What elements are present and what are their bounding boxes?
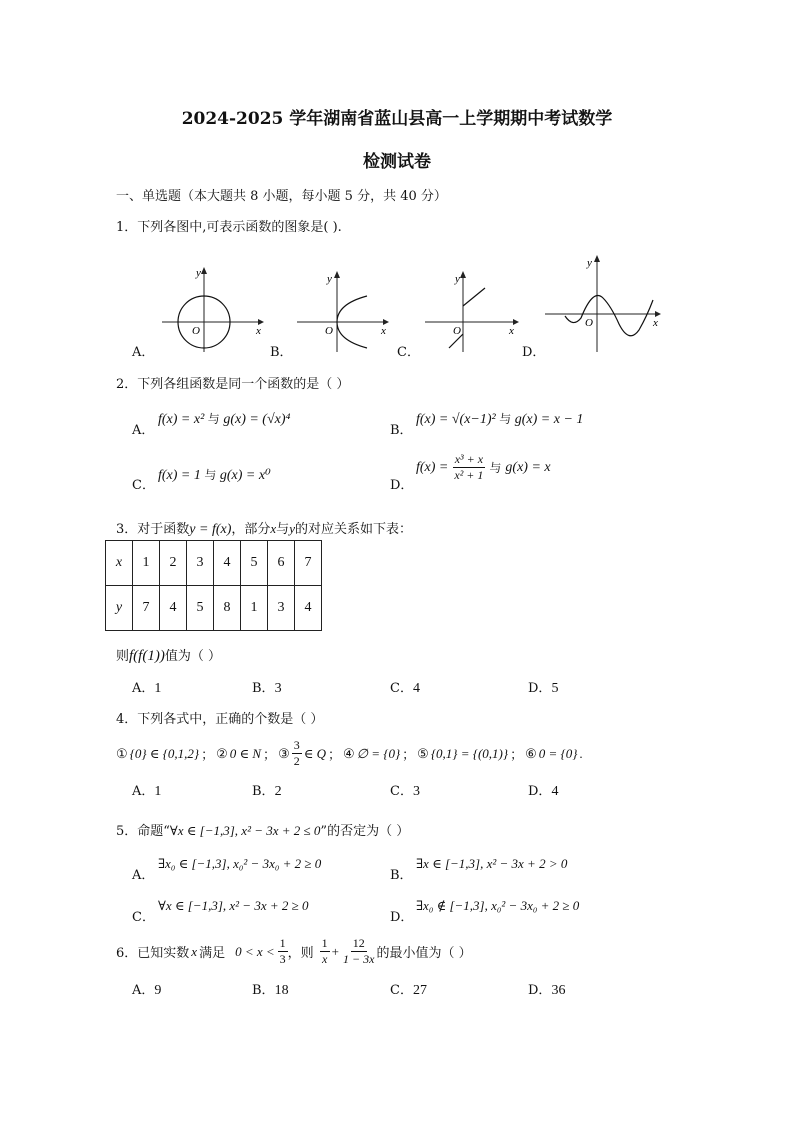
q3c-label: C． bbox=[390, 681, 413, 696]
q6a-value: 9 bbox=[154, 983, 162, 998]
q4-item5-sep: ； bbox=[510, 747, 524, 762]
q4-item5-num: ⑤ bbox=[417, 745, 429, 761]
table-cell: x bbox=[106, 541, 133, 586]
q1c-x-label: x bbox=[509, 325, 514, 337]
section-heading: 一、单选题（本大题共 8 小题，每小题 5 分，共 40 分） bbox=[116, 189, 447, 204]
q6-option-d bbox=[528, 979, 565, 999]
q2b-mid: 与 bbox=[499, 412, 512, 426]
q3c-value: 4 bbox=[412, 681, 420, 696]
q2d-g: g(x) = x bbox=[505, 459, 551, 475]
q3-then bbox=[116, 645, 221, 665]
q5-option-c-label: C． bbox=[132, 910, 155, 925]
table-cell: 7 bbox=[295, 541, 322, 586]
q3d-value: 5 bbox=[551, 681, 559, 696]
q3a-label: A． bbox=[132, 681, 155, 696]
q1d-origin-label: O bbox=[585, 317, 593, 329]
q4d-value: 4 bbox=[551, 784, 559, 799]
q4-item6-sep: . bbox=[579, 745, 583, 761]
q1-graph-b bbox=[293, 268, 393, 354]
q1-option-c: C． bbox=[397, 345, 420, 360]
q5-option-d: ∃x₀ ∉ [−1,3], x₀² − 3x₀ + 2 ≥ 0 bbox=[416, 898, 580, 913]
q4-item2-num: ② bbox=[216, 745, 228, 761]
q4-item4-sep: ； bbox=[402, 747, 416, 762]
q6a-label: A． bbox=[132, 983, 155, 998]
q1c-y-label: y bbox=[455, 273, 460, 285]
table-cell: 3 bbox=[187, 541, 214, 586]
q2-stem: 2．下列各组函数是同一个函数的是（ ） bbox=[116, 377, 350, 392]
q3-option-c bbox=[390, 677, 420, 697]
q6-stem-d: 的最小值为（ ） bbox=[376, 946, 472, 961]
q6-cond-den: 3 bbox=[279, 952, 286, 966]
q3-stem-x: x bbox=[270, 521, 277, 536]
table-cell: 4 bbox=[160, 586, 187, 631]
q1-graph-c bbox=[423, 268, 523, 354]
q4-item3-den-part: 2 bbox=[293, 754, 300, 768]
q3-stem-a: 3．对于函数 bbox=[116, 522, 190, 537]
q3-stem-d: 的对应关系如下表： bbox=[294, 522, 412, 537]
q6-e1-num: 1 bbox=[321, 936, 328, 950]
q4-item4-num: ④ bbox=[343, 745, 355, 761]
q6-stem-x: x bbox=[191, 943, 198, 959]
q2c-f: f(x) = 1 bbox=[158, 468, 201, 483]
q2-option-c bbox=[158, 466, 271, 484]
q3-value-table bbox=[105, 540, 322, 631]
q5-stem-expr: ∀x ∈ [−1,3], x² − 3x + 2 ≤ 0 bbox=[169, 823, 321, 838]
q2d-f: f(x) = bbox=[416, 459, 449, 475]
q4-option-b bbox=[252, 780, 282, 800]
page-subtitle: 检测试卷 bbox=[363, 152, 431, 172]
q4c-value: 3 bbox=[412, 784, 420, 799]
q1b-y-label: y bbox=[327, 273, 332, 285]
q6-cond-left: 0 < x < bbox=[235, 943, 275, 959]
q1a-x-label: x bbox=[256, 325, 261, 337]
q4-item5-expr: {0,1} = {(0,1)} bbox=[430, 745, 509, 761]
q3-option-d bbox=[528, 677, 558, 697]
q6-e2-den: 1 − 3x bbox=[343, 952, 375, 966]
q1b-origin-label: O bbox=[325, 325, 333, 337]
q1d-x-label: x bbox=[653, 317, 658, 329]
q6-stem-a: 6．已知实数 bbox=[116, 946, 190, 961]
q4-item4-expr: ∅ = {0} bbox=[356, 745, 401, 761]
q4-item2-expr: 0 ∈ N bbox=[229, 745, 262, 761]
q3-stem-c: 与 bbox=[276, 522, 290, 537]
q2-option-d-label: D． bbox=[390, 478, 414, 493]
q6-option-b bbox=[252, 979, 289, 999]
q3a-value: 1 bbox=[154, 681, 162, 696]
q4-item1-expr: {0} ∈ {0,1,2} bbox=[129, 745, 200, 761]
q2b-f: f(x) = √(x−1)² bbox=[416, 412, 496, 427]
q1-option-d: D． bbox=[522, 345, 546, 360]
q4-items bbox=[116, 738, 583, 769]
q4-stem: 4．下列各式中，正确的个数是（ ） bbox=[116, 712, 324, 727]
q6-cond-fraction bbox=[278, 936, 288, 967]
table-cell: 4 bbox=[214, 541, 241, 586]
q5-option-c: ∀x ∈ [−1,3], x² − 3x + 2 ≥ 0 bbox=[158, 898, 309, 913]
q1a-origin-label: O bbox=[192, 325, 200, 337]
page-title: 2024-2025 学年湖南省蓝山县高一上学期期中考试数学 bbox=[181, 109, 613, 129]
q4a-value: 1 bbox=[154, 784, 162, 799]
q3-stem-b: ，部分 bbox=[231, 522, 271, 537]
q2c-mid: 与 bbox=[204, 468, 217, 482]
q6b-value: 18 bbox=[274, 983, 289, 998]
q2-option-b-label: B． bbox=[390, 423, 413, 438]
q4-item6-expr: 0 = {0} bbox=[538, 745, 578, 761]
q2d-fraction bbox=[452, 452, 485, 483]
q3-then-expr: f(f(1)) bbox=[129, 648, 165, 664]
q3-stem bbox=[116, 518, 412, 538]
table-cell: 2 bbox=[160, 541, 187, 586]
q1c-origin-label: O bbox=[453, 325, 461, 337]
q3-stem-y: y bbox=[289, 521, 295, 536]
q4-item3-sep: ； bbox=[327, 747, 341, 762]
table-cell: 1 bbox=[241, 586, 268, 631]
q3-option-b bbox=[252, 677, 282, 697]
q1a-y-label: y bbox=[196, 267, 201, 279]
q4-option-a bbox=[132, 780, 161, 800]
q6-e1-den: x bbox=[322, 952, 328, 966]
q2d-num: x³ + x bbox=[454, 452, 484, 466]
q1-option-a: A． bbox=[132, 345, 155, 360]
q4-item6-num: ⑥ bbox=[525, 745, 537, 761]
table-cell: 5 bbox=[187, 586, 214, 631]
q4-item3-num: ③ bbox=[278, 745, 290, 761]
q2a-f: f(x) = x² bbox=[158, 412, 205, 427]
q6-stem-c: ，则 bbox=[287, 946, 314, 961]
q4-item1-sep: ； bbox=[201, 747, 215, 762]
q5-option-a-label: A． bbox=[132, 868, 155, 883]
q6-option-c bbox=[390, 979, 427, 999]
q6-e2-num: 12 bbox=[352, 936, 365, 950]
q6c-label: C． bbox=[390, 983, 413, 998]
q4-item1-num: ① bbox=[116, 745, 128, 761]
q3-then-a: 则 bbox=[116, 649, 130, 664]
q2d-den: x² + 1 bbox=[454, 468, 484, 482]
q3-option-a bbox=[132, 677, 161, 697]
q4-item3-expr: ∈ Q bbox=[303, 745, 326, 761]
q3b-label: B． bbox=[252, 681, 275, 696]
q6-expr1-fraction bbox=[320, 936, 330, 967]
q6-stem-b: 满足 bbox=[199, 946, 226, 961]
q2a-g: g(x) = (√x)⁴ bbox=[223, 412, 291, 427]
q5-option-b: ∃x ∈ [−1,3], x² − 3x + 2 > 0 bbox=[416, 856, 568, 871]
table-cell: 5 bbox=[241, 541, 268, 586]
table-cell: 1 bbox=[133, 541, 160, 586]
q2-option-b bbox=[416, 410, 583, 428]
q1b-x-label: x bbox=[381, 325, 386, 337]
q4c-label: C． bbox=[390, 784, 413, 799]
q5-option-a: ∃x₀ ∈ [−1,3], x₀² − 3x₀ + 2 ≥ 0 bbox=[158, 856, 322, 871]
q5-stem-b: ”的否定为（ ） bbox=[320, 824, 410, 839]
q5-option-d-label: D． bbox=[390, 910, 414, 925]
q6c-value: 27 bbox=[412, 983, 427, 998]
table-cell: 6 bbox=[268, 541, 295, 586]
q6-plus: + bbox=[331, 943, 340, 959]
table-cell: 7 bbox=[133, 586, 160, 631]
q4-item3-fraction bbox=[292, 738, 302, 769]
q6-stem bbox=[116, 936, 472, 967]
table-cell: 4 bbox=[295, 586, 322, 631]
q1-graph-a bbox=[158, 262, 268, 354]
q4d-label: D． bbox=[528, 784, 552, 799]
q1-option-b: B． bbox=[270, 345, 293, 360]
q4b-label: B． bbox=[252, 784, 275, 799]
q5-stem bbox=[116, 820, 409, 839]
q2-option-a-label: A． bbox=[132, 423, 155, 438]
q6d-label: D． bbox=[528, 983, 552, 998]
q3d-label: D． bbox=[528, 681, 552, 696]
table-row bbox=[106, 541, 322, 586]
table-cell: y bbox=[106, 586, 133, 631]
q3-then-b: 值为（ ） bbox=[164, 649, 221, 664]
q6-cond-num: 1 bbox=[279, 936, 286, 950]
q2-option-c-label: C． bbox=[132, 478, 155, 493]
table-cell: 3 bbox=[268, 586, 295, 631]
q5-option-b-label: B． bbox=[390, 868, 413, 883]
q2b-g: g(x) = x − 1 bbox=[514, 412, 584, 427]
q4-option-d bbox=[528, 780, 558, 800]
q1d-y-label: y bbox=[587, 257, 592, 269]
q4-item3-num-part: 3 bbox=[293, 738, 300, 752]
q1-stem: 1．下列各图中,可表示函数的图象是( ). bbox=[116, 220, 342, 235]
q6-option-a bbox=[132, 979, 161, 999]
table-cell: 8 bbox=[214, 586, 241, 631]
q4-option-c bbox=[390, 780, 420, 800]
q2-option-a bbox=[158, 410, 290, 428]
q6b-label: B． bbox=[252, 983, 275, 998]
q2d-mid: 与 bbox=[489, 461, 502, 475]
q3b-value: 3 bbox=[274, 681, 282, 696]
q2c-g: g(x) = x⁰ bbox=[219, 468, 271, 483]
q5-stem-a: 5．命题“ bbox=[116, 824, 170, 839]
q2a-mid: 与 bbox=[207, 412, 220, 426]
q4-item2-sep: ； bbox=[263, 747, 277, 762]
table-row bbox=[106, 586, 322, 631]
q1-graph-d bbox=[543, 252, 668, 354]
q3-stem-f: y = f(x) bbox=[189, 522, 232, 537]
q6-expr2-fraction bbox=[341, 936, 376, 967]
q2-option-d bbox=[416, 452, 551, 483]
q4b-value: 2 bbox=[274, 784, 282, 799]
q6d-value: 36 bbox=[551, 983, 566, 998]
q4a-label: A． bbox=[132, 784, 155, 799]
